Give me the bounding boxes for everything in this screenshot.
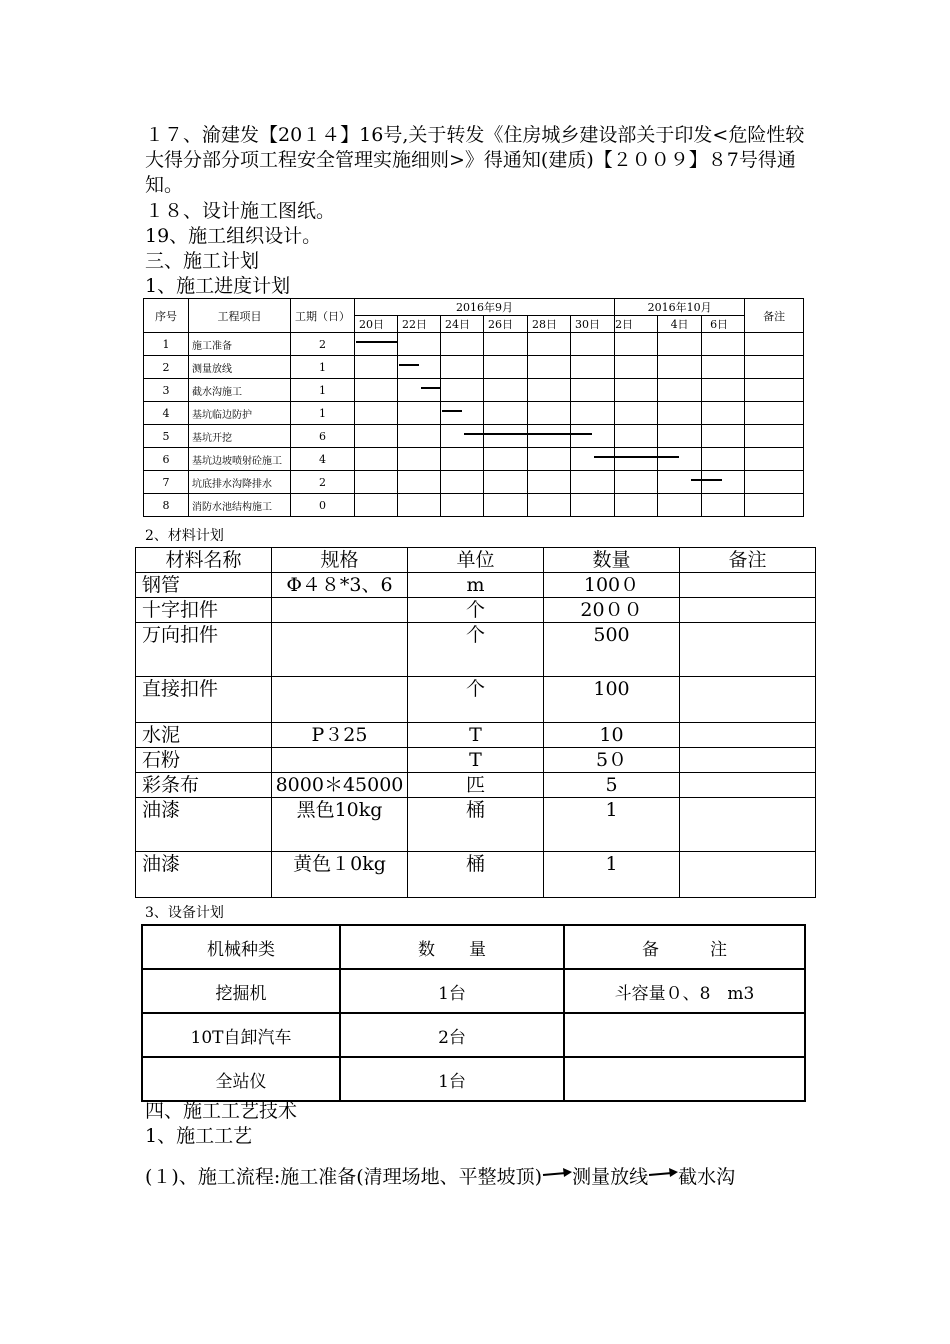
- gantt-header-month-2: 2016年10月: [615, 299, 745, 316]
- material-qty: 100: [544, 677, 680, 723]
- gantt-cell: [615, 448, 658, 471]
- gantt-cell: [615, 471, 658, 494]
- gantt-header-duration: 工期（日）: [291, 299, 355, 333]
- gantt-day: 22日: [398, 316, 441, 333]
- material-row: [136, 852, 816, 898]
- material-unit: 个: [408, 623, 544, 677]
- gantt-row: [144, 471, 804, 494]
- gantt-cell: [615, 356, 658, 379]
- gantt-cell: [528, 494, 571, 517]
- material-row: [136, 723, 816, 748]
- material-qty: 1: [544, 798, 680, 852]
- gantt-row-no: 4: [144, 402, 189, 425]
- material-name: 彩条布: [136, 773, 272, 798]
- material-qty: 5: [544, 773, 680, 798]
- material-spec: [272, 598, 408, 623]
- gantt-header-item: 工程项目: [189, 299, 291, 333]
- material-remark: [680, 598, 816, 623]
- material-row: [136, 598, 816, 623]
- gantt-cell: [571, 448, 615, 471]
- gantt-cell: [702, 494, 745, 517]
- material-header: 数量: [544, 548, 680, 573]
- gantt-row: [144, 333, 804, 356]
- material-row: [136, 748, 816, 773]
- gantt-row: [144, 425, 804, 448]
- gantt-header-remark: 备注: [745, 299, 804, 333]
- equipment-row: [142, 1013, 805, 1057]
- material-qty: 100０: [544, 573, 680, 598]
- gantt-cell: [398, 333, 441, 356]
- equipment-header: 数 量: [340, 925, 564, 969]
- gantt-cell: [528, 402, 571, 425]
- equipment-heading: 3、设备计划: [145, 905, 224, 921]
- material-name: 钢管: [136, 573, 272, 598]
- gantt-cell: [528, 448, 571, 471]
- material-unit: 个: [408, 677, 544, 723]
- gantt-cell: [702, 402, 745, 425]
- gantt-cell: [658, 356, 702, 379]
- gantt-cell: [355, 379, 398, 402]
- material-header: 材料名称: [136, 548, 272, 573]
- gantt-cell: [702, 448, 745, 471]
- gantt-row-duration: 1: [291, 402, 355, 425]
- gantt-cell: [702, 356, 745, 379]
- gantt-cell: [571, 471, 615, 494]
- equipment-type: 挖掘机: [142, 969, 340, 1013]
- gantt-row: [144, 356, 804, 379]
- material-name: 油漆: [136, 852, 272, 898]
- gantt-cell: [528, 333, 571, 356]
- material-name: 万向扣件: [136, 623, 272, 677]
- gantt-row-name: 截水沟施工: [189, 379, 291, 402]
- material-row: [136, 773, 816, 798]
- material-spec: Φ４８*3、6: [272, 573, 408, 598]
- gantt-row: [144, 402, 804, 425]
- gantt-row-remark: [745, 494, 804, 517]
- material-qty: 1: [544, 852, 680, 898]
- gantt-row-no: 8: [144, 494, 189, 517]
- gantt-cell: [571, 402, 615, 425]
- gantt-row-duration: 1: [291, 356, 355, 379]
- equipment-remark: [564, 1057, 805, 1101]
- gantt-cell: [615, 333, 658, 356]
- material-spec: P３25: [272, 723, 408, 748]
- material-table: [135, 547, 816, 898]
- gantt-row-remark: [745, 356, 804, 379]
- gantt-cell: [398, 379, 441, 402]
- section-3-heading: 三、施工计划: [145, 250, 260, 272]
- gantt-cell: [658, 379, 702, 402]
- gantt-cell: [398, 494, 441, 517]
- gantt-day: 4日: [658, 316, 702, 333]
- gantt-cell: [441, 333, 484, 356]
- material-name: 十字扣件: [136, 598, 272, 623]
- gantt-day: 28日: [528, 316, 571, 333]
- equipment-qty: 1台: [340, 969, 564, 1013]
- equipment-row: [142, 969, 805, 1013]
- gantt-header-no: 序号: [144, 299, 189, 333]
- material-row: [136, 798, 816, 852]
- schedule-table: [143, 298, 804, 517]
- gantt-row-no: 7: [144, 471, 189, 494]
- equipment-header: 备 注: [564, 925, 805, 969]
- material-qty: 5０: [544, 748, 680, 773]
- equipment-table: [141, 924, 806, 1102]
- gantt-row-remark: [745, 402, 804, 425]
- equipment-remark: 斗容量０、8 m3: [564, 969, 805, 1013]
- equipment-qty: 1台: [340, 1057, 564, 1101]
- material-row: [136, 623, 816, 677]
- gantt-cell: [398, 448, 441, 471]
- gantt-row-name: 基坑边坡喷射砼施工: [189, 448, 291, 471]
- equipment-type: 全站仪: [142, 1057, 340, 1101]
- material-heading: 2、材料计划: [145, 528, 224, 544]
- material-header: 规格: [272, 548, 408, 573]
- gantt-row-remark: [745, 448, 804, 471]
- gantt-day: 6日: [702, 316, 745, 333]
- gantt-header-month-1: 2016年9月: [355, 299, 615, 316]
- gantt-cell: [484, 471, 528, 494]
- material-row: [136, 677, 816, 723]
- gantt-cell: [355, 448, 398, 471]
- gantt-cell: [702, 379, 745, 402]
- gantt-cell: [571, 494, 615, 517]
- gantt-cell: [528, 379, 571, 402]
- gantt-cell: [484, 333, 528, 356]
- gantt-row-remark: [745, 333, 804, 356]
- equipment-remark: [564, 1013, 805, 1057]
- gantt-cell: [484, 494, 528, 517]
- material-unit: 桶: [408, 798, 544, 852]
- gantt-cell: [615, 494, 658, 517]
- flow-step-2: 测量放线: [572, 1166, 649, 1188]
- material-remark: [680, 573, 816, 598]
- material-spec: [272, 677, 408, 723]
- material-spec: [272, 748, 408, 773]
- gantt-cell: [355, 425, 398, 448]
- gantt-row-remark: [745, 425, 804, 448]
- gantt-row-name: 测量放线: [189, 356, 291, 379]
- gantt-cell: [484, 356, 528, 379]
- gantt-row-duration: 0: [291, 494, 355, 517]
- gantt-cell: [355, 494, 398, 517]
- gantt-cell: [441, 402, 484, 425]
- material-remark: [680, 773, 816, 798]
- gantt-cell: [441, 448, 484, 471]
- gantt-row: [144, 448, 804, 471]
- gantt-cell: [702, 333, 745, 356]
- gantt-day: 2日: [615, 316, 658, 333]
- equipment-row: [142, 1057, 805, 1101]
- material-qty: 10: [544, 723, 680, 748]
- gantt-cell: [441, 356, 484, 379]
- gantt-cell: [702, 471, 745, 494]
- gantt-row-duration: 4: [291, 448, 355, 471]
- gantt-cell: [355, 356, 398, 379]
- gantt-cell: [398, 471, 441, 494]
- gantt-cell: [441, 494, 484, 517]
- material-remark: [680, 748, 816, 773]
- gantt-cell: [484, 402, 528, 425]
- gantt-cell: [615, 402, 658, 425]
- equipment-type: 10T自卸汽车: [142, 1013, 340, 1057]
- material-spec: 黑色10kg: [272, 798, 408, 852]
- gantt-cell: [658, 471, 702, 494]
- gantt-cell: [571, 356, 615, 379]
- gantt-cell: [571, 333, 615, 356]
- gantt-row-name: 基坑临边防护: [189, 402, 291, 425]
- gantt-cell: [571, 379, 615, 402]
- gantt-row-name: 消防水池结构施工: [189, 494, 291, 517]
- material-unit: 个: [408, 598, 544, 623]
- gantt-row: [144, 494, 804, 517]
- material-unit: m: [408, 573, 544, 598]
- gantt-row-no: 2: [144, 356, 189, 379]
- material-qty: 20００: [544, 598, 680, 623]
- material-unit: T: [408, 723, 544, 748]
- material-remark: [680, 852, 816, 898]
- gantt-cell: [615, 379, 658, 402]
- material-header: 备注: [680, 548, 816, 573]
- material-header: 单位: [408, 548, 544, 573]
- gantt-cell: [441, 471, 484, 494]
- gantt-day: 24日: [441, 316, 484, 333]
- gantt-cell: [398, 356, 441, 379]
- gantt-cell: [484, 448, 528, 471]
- gantt-cell: [484, 425, 528, 448]
- gantt-cell: [658, 402, 702, 425]
- gantt-cell: [658, 425, 702, 448]
- material-remark: [680, 677, 816, 723]
- gantt-cell: [615, 425, 658, 448]
- gantt-cell: [528, 356, 571, 379]
- arrow-right-icon: [542, 1166, 572, 1185]
- gantt-row-duration: 2: [291, 333, 355, 356]
- flow-step-3: 截水沟: [678, 1166, 736, 1188]
- gantt-row-name: 坑底排水沟降排水: [189, 471, 291, 494]
- flow-step-1: (１)、施工流程:施工准备(清理场地、平整坡顶): [145, 1166, 543, 1188]
- gantt-cell: [355, 402, 398, 425]
- gantt-day: 20日: [355, 316, 398, 333]
- gantt-row: [144, 379, 804, 402]
- material-spec: 8000＊45000: [272, 773, 408, 798]
- material-qty: 500: [544, 623, 680, 677]
- material-row: [136, 573, 816, 598]
- process-heading: 1、施工工艺: [145, 1125, 253, 1147]
- gantt-cell: [355, 471, 398, 494]
- material-unit: 桶: [408, 852, 544, 898]
- gantt-cell: [528, 471, 571, 494]
- process-flow: [145, 1165, 810, 1190]
- gantt-cell: [658, 494, 702, 517]
- gantt-row-no: 6: [144, 448, 189, 471]
- material-spec: 黄色１0kg: [272, 852, 408, 898]
- gantt-cell: [484, 379, 528, 402]
- section-4-heading: 四、施工工艺技术: [145, 1100, 298, 1122]
- gantt-row-duration: 1: [291, 379, 355, 402]
- material-spec: [272, 623, 408, 677]
- gantt-day: 26日: [484, 316, 528, 333]
- schedule-heading: 1、施工进度计划: [145, 275, 291, 297]
- material-unit: T: [408, 748, 544, 773]
- gantt-row-remark: [745, 471, 804, 494]
- gantt-row-no: 3: [144, 379, 189, 402]
- gantt-row-duration: 6: [291, 425, 355, 448]
- material-name: 油漆: [136, 798, 272, 852]
- material-unit: 匹: [408, 773, 544, 798]
- gantt-row-remark: [745, 379, 804, 402]
- gantt-row-no: 1: [144, 333, 189, 356]
- gantt-row-name: 施工准备: [189, 333, 291, 356]
- material-name: 水泥: [136, 723, 272, 748]
- material-remark: [680, 798, 816, 852]
- arrow-right-icon: [648, 1166, 678, 1185]
- gantt-cell: [658, 448, 702, 471]
- gantt-row-name: 基坑开挖: [189, 425, 291, 448]
- material-remark: [680, 623, 816, 677]
- gantt-cell: [441, 425, 484, 448]
- material-name: 直接扣件: [136, 677, 272, 723]
- equipment-qty: 2台: [340, 1013, 564, 1057]
- equipment-header: 机械种类: [142, 925, 340, 969]
- paragraph-17: １７、渝建发【20１４】16号,关于转发《住房城乡建设部关于印发<危险性较大得分部分项工程安全管理实施细则>》得通知(建质)【２００９】８7号得通知。: [145, 124, 805, 196]
- gantt-cell: [355, 333, 398, 356]
- gantt-cell: [702, 425, 745, 448]
- paragraph-18: １８、设计施工图纸。: [145, 200, 336, 222]
- gantt-row-duration: 2: [291, 471, 355, 494]
- paragraph-19: 19、施工组织设计。: [145, 225, 322, 247]
- gantt-day: 30日: [571, 316, 615, 333]
- gantt-cell: [441, 379, 484, 402]
- gantt-cell: [398, 402, 441, 425]
- material-name: 石粉: [136, 748, 272, 773]
- gantt-cell: [571, 425, 615, 448]
- gantt-cell: [398, 425, 441, 448]
- gantt-row-no: 5: [144, 425, 189, 448]
- gantt-cell: [528, 425, 571, 448]
- gantt-cell: [658, 333, 702, 356]
- material-remark: [680, 723, 816, 748]
